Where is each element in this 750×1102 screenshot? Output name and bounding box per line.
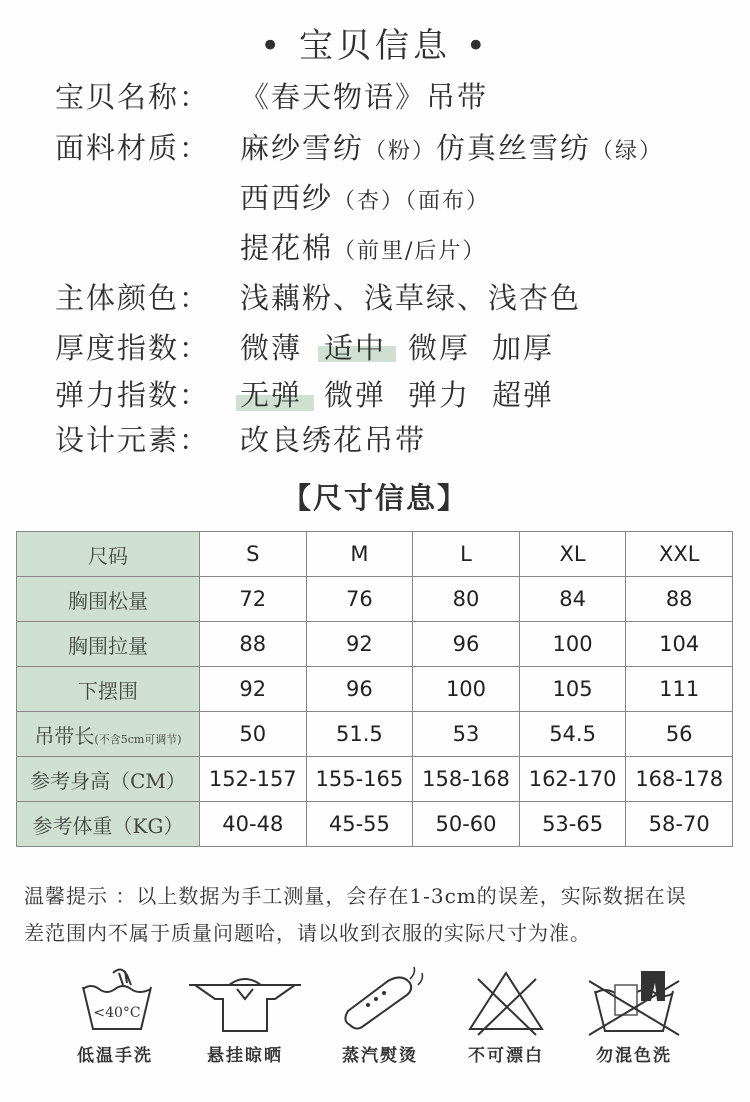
row-header: 参考体重（KG）: [17, 802, 200, 847]
table-cell: 45-55: [306, 802, 413, 847]
info-value: 改良绣花吊带: [240, 423, 427, 457]
table-cell: 54.5: [519, 712, 626, 757]
info-value: 仿真丝雪纺: [436, 131, 592, 165]
info-value-note: （绿）: [591, 139, 664, 164]
elasticity-option: 弹力: [408, 378, 471, 412]
elasticity-option-selected: [240, 373, 302, 414]
no-mixed-wash-icon: [579, 965, 689, 1037]
info-value-note: （前里/后片）: [333, 239, 487, 264]
info-value: 浅藕粉、浅草绿、浅杏色: [240, 281, 582, 315]
table-cell: 158-168: [413, 757, 520, 802]
info-label: 面料材质：: [55, 131, 211, 165]
thickness-option: 加厚: [492, 331, 555, 365]
table-cell: 53-65: [519, 802, 626, 847]
info-row-color: [55, 276, 581, 317]
elasticity-option: 微弹: [324, 378, 387, 412]
info-row-design: [55, 418, 426, 459]
table-cell: 152-157: [200, 757, 307, 802]
info-value-note: （粉）: [364, 139, 437, 164]
care-item-no-bleach: [446, 965, 566, 1066]
info-row-material: [55, 126, 663, 167]
info-value: 提花棉: [240, 231, 334, 265]
row-header-text: 吊带长: [34, 723, 95, 748]
care-item-hand-wash: [55, 965, 175, 1066]
steam-iron-icon: [330, 965, 430, 1037]
info-value: 《春天物语》吊带: [240, 80, 489, 114]
thickness-option: 微厚: [408, 331, 471, 365]
info-label: 弹力指数：: [55, 378, 211, 412]
row-header: 参考身高（CM）: [17, 757, 200, 802]
info-label: 主体颜色：: [55, 281, 211, 315]
info-row-elasticity: [55, 373, 576, 414]
table-cell: 80: [413, 577, 520, 622]
table-row: [17, 622, 733, 667]
info-row-thickness: [55, 326, 576, 367]
table-cell: 50: [200, 712, 307, 757]
care-label: 勿混色洗: [596, 1046, 672, 1066]
table-cell: 53: [413, 712, 520, 757]
row-header: [17, 712, 200, 757]
option-text: 无弹: [240, 378, 303, 412]
hang-dry-icon: [185, 965, 305, 1037]
thickness-option-selected: [324, 326, 386, 367]
info-value: 麻纱雪纺: [240, 131, 365, 165]
row-header: 下摆围: [17, 667, 200, 712]
table-cell: 51.5: [306, 712, 413, 757]
table-row: [17, 712, 733, 757]
size-section-title: 【尺寸信息】: [281, 481, 468, 515]
thickness-option: 微薄: [240, 331, 303, 365]
table-cell: XXL: [626, 532, 733, 577]
note-line: 温馨提示 ：以上数据为手工测量，会存在1-3cm的误差，实际数据在误: [24, 884, 687, 908]
table-cell: 56: [626, 712, 733, 757]
table-cell: 40-48: [200, 802, 307, 847]
hand-wash-icon: [65, 965, 165, 1037]
table-cell: 100: [519, 622, 626, 667]
info-label: 厚度指数：: [55, 331, 211, 365]
care-note: [24, 878, 724, 952]
care-item-no-mixed-wash: [574, 965, 694, 1066]
table-cell: 92: [200, 667, 307, 712]
no-bleach-icon: [456, 965, 556, 1037]
table-cell: 105: [519, 667, 626, 712]
info-value-note: （面布）: [405, 189, 491, 214]
info-row-material-2: [240, 176, 490, 217]
elasticity-option: 超弹: [492, 378, 555, 412]
table-cell: 96: [413, 622, 520, 667]
table-cell: XL: [519, 532, 626, 577]
page-title: • 宝贝信息 •: [260, 26, 490, 66]
table-cell: L: [413, 532, 520, 577]
table-cell: 58-70: [626, 802, 733, 847]
table-row: [17, 577, 733, 622]
table-cell: S: [200, 532, 307, 577]
care-item-hang-dry: [180, 965, 310, 1066]
table-cell: 76: [306, 577, 413, 622]
table-cell: 96: [306, 667, 413, 712]
table-row: [17, 757, 733, 802]
care-label: 蒸汽熨烫: [342, 1046, 418, 1066]
care-label: 不可漂白: [468, 1046, 544, 1066]
info-value: 西西纱: [240, 181, 334, 215]
table-cell: 92: [306, 622, 413, 667]
care-label: 悬挂晾晒: [207, 1046, 283, 1066]
table-cell: 155-165: [306, 757, 413, 802]
care-item-steam-iron: [320, 965, 440, 1066]
care-label: 低温手洗: [77, 1046, 153, 1066]
info-label: 设计元素：: [55, 423, 211, 457]
row-header-note: (不含5cm可调节): [94, 732, 182, 746]
table-cell: 50-60: [413, 802, 520, 847]
table-cell: 100: [413, 667, 520, 712]
table-cell: 88: [200, 622, 307, 667]
info-row-material-3: [240, 226, 486, 267]
table-cell: 84: [519, 577, 626, 622]
table-cell: M: [306, 532, 413, 577]
table-row: [17, 667, 733, 712]
table-cell: 72: [200, 577, 307, 622]
note-line: 差范围内不属于质量问题哈，请以收到衣服的实际尺寸为准。: [24, 921, 591, 945]
table-row: [17, 532, 733, 577]
table-cell: 162-170: [519, 757, 626, 802]
table-cell: 104: [626, 622, 733, 667]
size-table: [16, 531, 733, 847]
row-header: 胸围松量: [17, 577, 200, 622]
table-cell: 88: [626, 577, 733, 622]
option-text: 适中: [324, 331, 387, 365]
row-header: 尺码: [17, 532, 200, 577]
table-cell: 168-178: [626, 757, 733, 802]
temp-label: <40°C: [93, 1005, 141, 1021]
row-header: 胸围拉量: [17, 622, 200, 667]
info-label: 宝贝名称：: [55, 80, 211, 114]
table-row: [17, 802, 733, 847]
info-row-name: [55, 75, 488, 116]
info-value-note: （杏）: [333, 189, 406, 214]
table-cell: 111: [626, 667, 733, 712]
